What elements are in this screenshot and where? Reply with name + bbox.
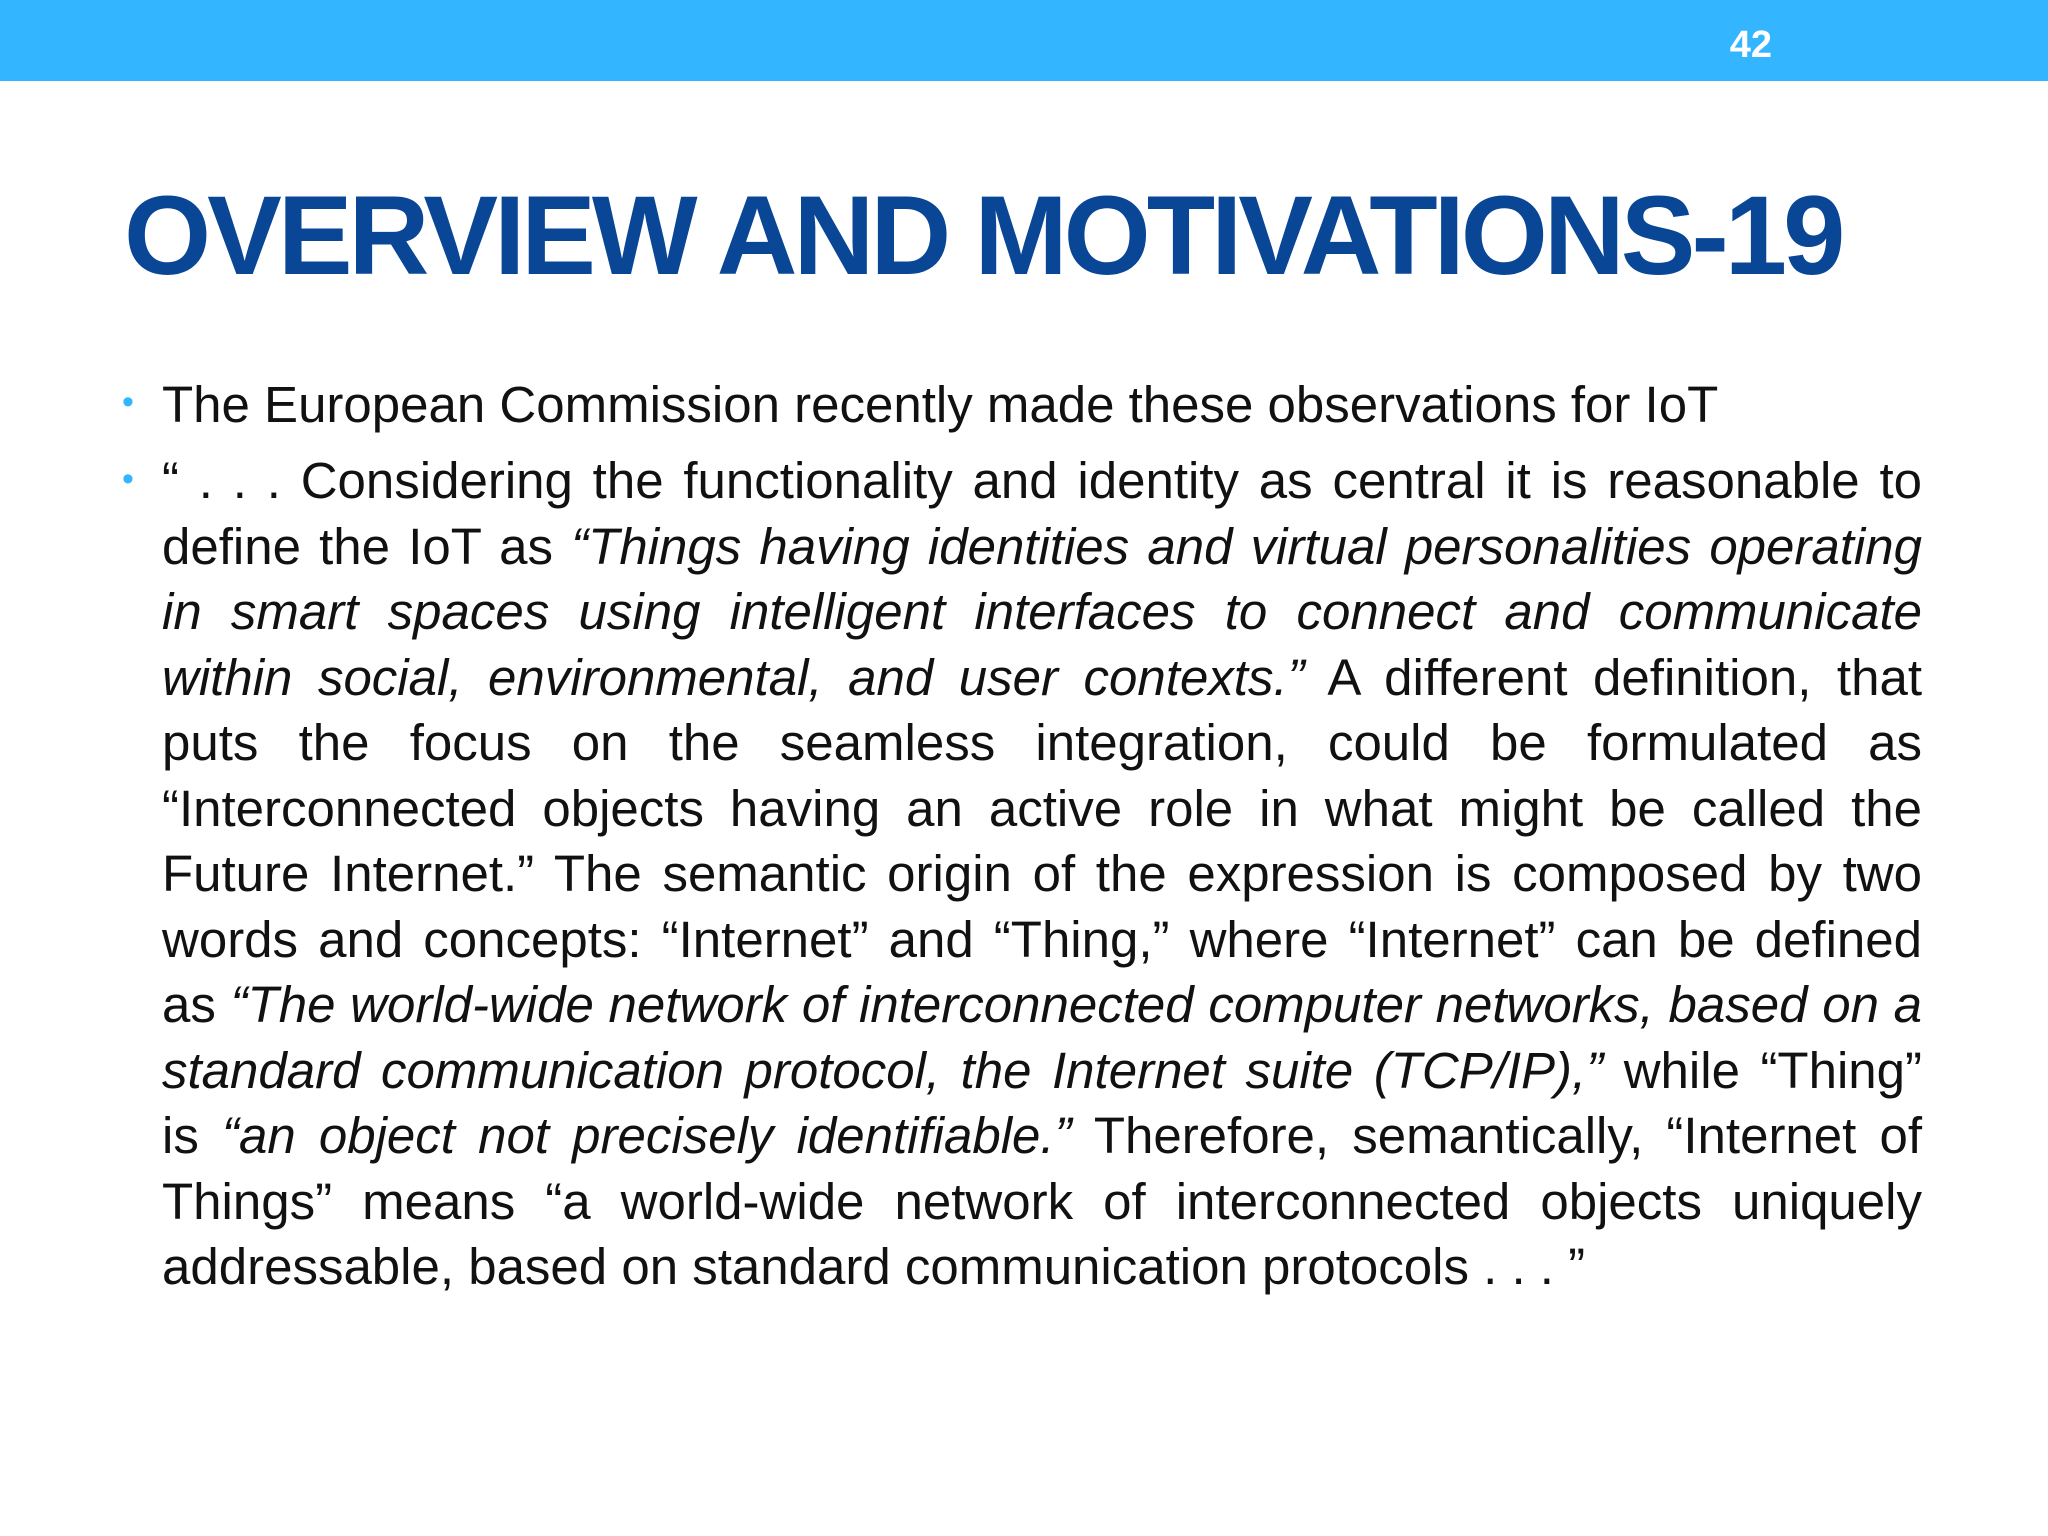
header-bar [0, 0, 2048, 81]
bullet-item [0, 372, 1922, 438]
quote-text-3: while “Thing” is [162, 1041, 1922, 1164]
quote-italic-3: “an object not precisely identifiable.” [222, 1107, 1072, 1164]
bullet-list [0, 372, 2048, 1300]
bullet-icon: • [122, 383, 134, 421]
quote-paragraph [162, 448, 1922, 1300]
bullet-text: The European Commission recently made these observations for IoT [162, 376, 1719, 433]
quote-italic-1: “Things having identities and virtual personalities operating in smart spaces using intelligent interfaces to connect and communicate within social, environmental, and user contexts.” [162, 517, 1922, 706]
quote-text-1: “ . . . Considering the functionality and identity as central it is reasonable to define the IoT as [162, 452, 1922, 575]
slide-number: 42 [1729, 24, 1772, 66]
quote-text-2: A different definition, that puts the focus on the seamless integration, could be formulated as “Interconnected objects having an active role in what might be called the Future Internet.” The semantic origin of the expression is composed by two words and concepts: “Internet” and “Thing,” where “Internet” can be defined as [162, 648, 1922, 1033]
slide-title: OVERVIEW AND MOTIVATIONS-19 [124, 173, 1842, 298]
quote-italic-2: “The world-wide network of interconnected computer networks, based on a standard communication protocol, the Internet suite (TCP/IP),” [162, 976, 1922, 1099]
bullet-item-quote [0, 448, 1922, 1300]
bullet-icon: • [122, 460, 134, 498]
quote-text-4: Therefore, semantically, “Internet of Things” means “a world-wide network of interconnected objects uniquely addressable, based on standard communication protocols . . . ” [162, 1107, 1923, 1295]
